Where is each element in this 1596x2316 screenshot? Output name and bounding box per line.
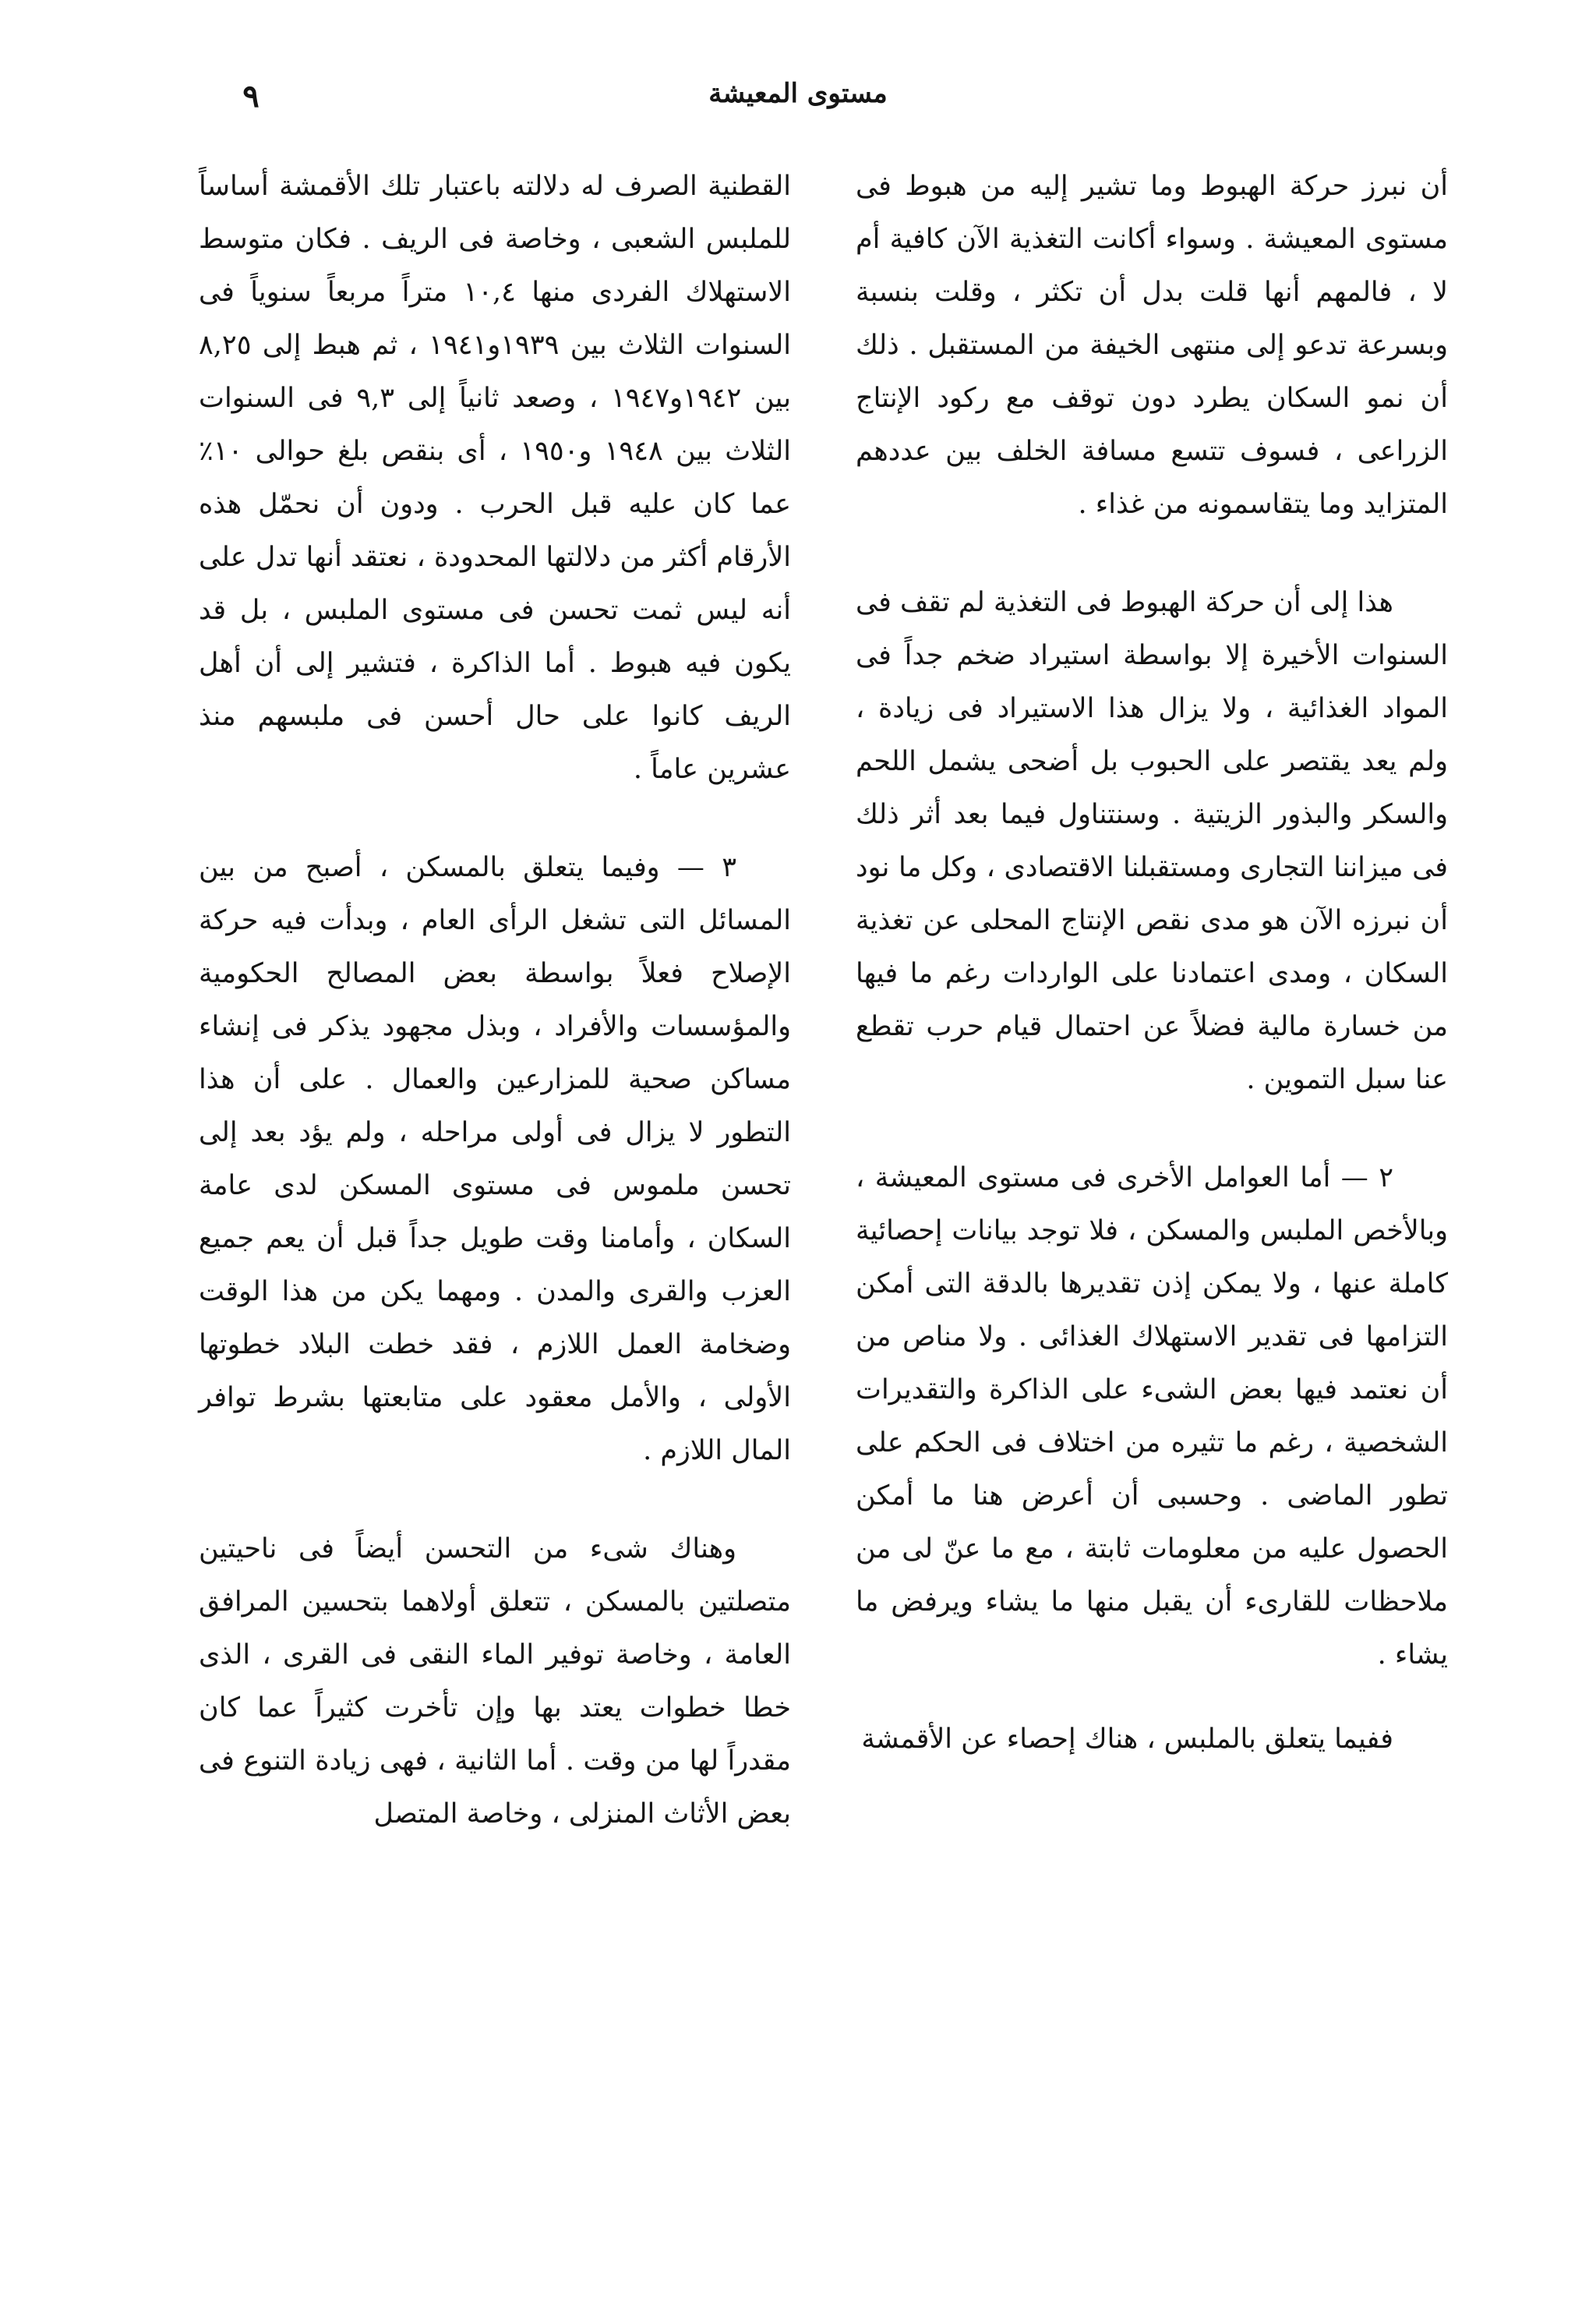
running-header-title: مستوى المعيشة — [708, 78, 888, 109]
paragraph-food-imports: هذا إلى أن حركة الهبوط فى التغذية لم تقف فى السنوات الأخيرة إلا بواسطة استيراد ضخم جداً فى المواد الغذائية ، ولا يزال هذا الاستيراد فى زيادة ، ولم يعد يقتصر على الحبوب بل أضحى يشمل اللحم والسكر والبذور الزيتية . وسنتناول فيما بعد أثر ذلك فى ميزاننا التجارى ومستقبلنا الاقتصادى ، وكل ما نود أن نبرزه الآن هو مدى نقص الإنتاج المحلى عن تغذية السكان ، ومدى اعتمادنا على الواردات رغم ما فيها من خسارة مالية فضلاً عن احتمال قيام حرب تقطع عنا سبل التموين . — [856, 587, 1448, 1095]
paragraph-section-3: ٣ — وفيما يتعلق بالمسكن ، أصبح من بين المسائل التى تشغل الرأى العام ، وبدأت فيه حركة الإصلاح فعلاً بواسطة بعض المصالح الحكومية والمؤسسات والأفراد ، وبذل مجهود يذكر فى إنشاء مساكن صحية للمزارعين والعمال . على أن هذا التطور لا يزال فى أولى مراحله ، ولم يؤد بعد إلى تحسن ملموس فى مستوى المسكن لدى عامة السكان ، وأمامنا وقت طويل جداً قبل أن يعم جميع العزب والقرى والمدن . ومهما يكن من هذا الوقت وضخامة العمل اللازم ، فقد خطت البلاد خطوتها الأولى ، والأمل معقود على متابعتها بشرط توافر المال اللازم . — [199, 852, 791, 1466]
paragraph-gap — [856, 531, 1448, 576]
paragraph-gap — [856, 1681, 1448, 1713]
paragraph-gap — [856, 1106, 1448, 1151]
paragraph-continuation: أن نبرز حركة الهبوط وما تشير إليه من هبوط فى مستوى المعيشة . وسواء أكانت التغذية الآن كافية أم لا ، فالمهم أنها قلت بدل أن تكثر ، وقلت بنسبة وبسرعة تدعو إلى منتهى الخيفة من المستقبل . ذلك أن نمو السكان يطرد دون توقف مع ركود الإنتاج الزراعى ، فسوف تتسع مسافة الخلف بين عددهم المتزايد وما يتقاسمونه من غذاء . — [856, 171, 1448, 520]
paragraph-clothing-start: ففيما يتعلق بالملبس ، هناك إحصاء عن الأقمشة — [861, 1724, 1393, 1755]
paragraph-gap — [199, 1477, 791, 1522]
paragraph-gap — [199, 796, 791, 841]
paragraph-housing-improvements: وهناك شىء من التحسن أيضاً فى ناحيتين متصلتين بالمسكن ، تتعلق أولاهما بتحسين المرافق العامة ، وخاصة توفير الماء النقى فى القرى ، الذى خطا خطوات يعتد بها وإن تأخرت كثيراً عما كان مقدراً لها من وقت . أما الثانية ، فهى زيادة التنوع فى بعض الأثاث المنزلى ، وخاصة المتصل — [199, 1533, 791, 1830]
left-column — [199, 160, 791, 1840]
right-column — [856, 160, 1448, 1766]
paragraph-clothing-continuation: القطنية الصرف له دلالته باعتبار تلك الأقمشة أساساً للملبس الشعبى ، وخاصة فى الريف . فكان متوسط الاستهلاك الفردى منها ١٠,٤ متراً مربعاً سنوياً فى السنوات الثلاث بين ١٩٣٩و١٩٤١ ، ثم هبط إلى ٨,٢٥ بين ١٩٤٢و١٩٤٧ ، وصعد ثانياً إلى ٩,٣ فى السنوات الثلاث بين ١٩٤٨ و١٩٥٠ ، أى بنقص بلغ حوالى ١٠٪ عما كان عليه قبل الحرب . ودون أن نحمّل هذه الأرقام أكثر من دلالتها المحدودة ، نعتقد أنها تدل على أنه ليس ثمت تحسن فى مستوى الملبس ، بل قد يكون فيه هبوط . أما الذاكرة ، فتشير إلى أن أهل الريف كانوا على حال أحسن فى ملبسهم منذ عشرين عاماً . — [199, 171, 791, 785]
page-number: ٩ — [242, 78, 260, 115]
paragraph-section-2: ٢ — أما العوامل الأخرى فى مستوى المعيشة ، وبالأخص الملبس والمسكن ، فلا توجد بيانات إحصائية كاملة عنها ، ولا يمكن إذن تقديرها بالدقة التى أمكن التزامها فى تقدير الاستهلاك الغذائى . ولا مناص من أن نعتمد فيها بعض الشىء على الذاكرة والتقديرات الشخصية ، رغم ما تثيره من اختلاف فى الحكم على تطور الماضى . وحسبى أن أعرض هنا ما أمكن الحصول عليه من معلومات ثابتة ، مع ما عنّ لى من ملاحظات للقارىء أن يقبل منها ما يشاء ويرفض ما يشاء . — [856, 1162, 1448, 1671]
